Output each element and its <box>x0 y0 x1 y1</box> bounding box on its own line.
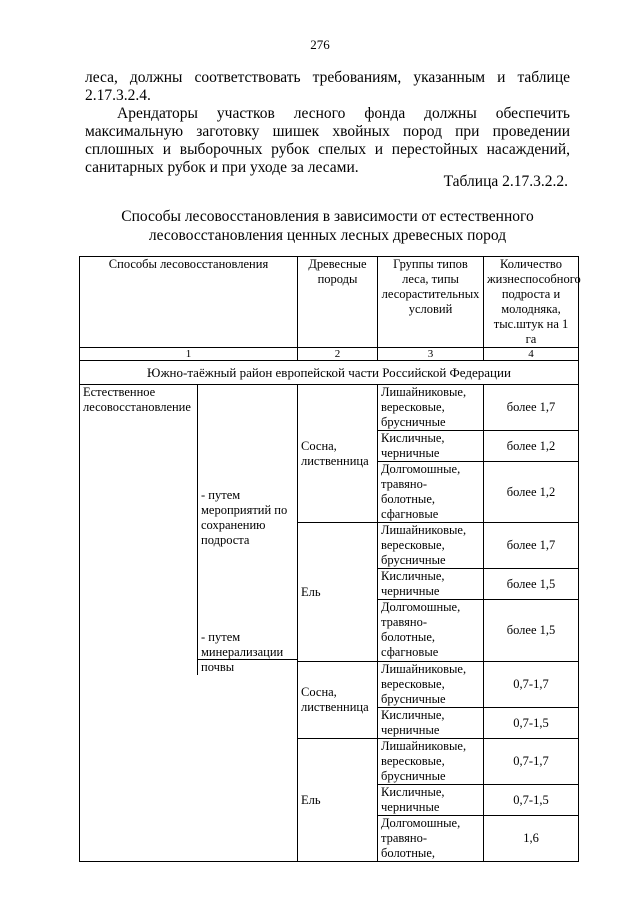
method-sub-preserve <box>198 385 297 660</box>
caption-line: лесовосстановления ценных лесных древесных пород <box>148 227 507 244</box>
paragraph-line: максимальную заготовку шишек хвойных пород при проведении <box>85 123 570 140</box>
column-number: 2 <box>298 348 378 361</box>
region-title: Южно-таёжный район европейской части Российской Федерации <box>80 361 579 385</box>
value-cell: более 1,5 <box>484 569 579 600</box>
paragraph-line: 2.17.3.2.4. <box>85 87 151 104</box>
forest-type-cell: Лишайниковые, вересковые, брусничные <box>378 523 484 569</box>
value-cell: 0,7-1,7 <box>484 739 579 785</box>
value-cell: более 1,7 <box>484 523 579 569</box>
header-forest-types: Группы типов леса, типы лесорастительных условий <box>378 257 484 348</box>
forest-type-cell: Кисличные, черничные <box>378 708 484 739</box>
paragraph-line: сплошных и выборочных рубок спелых и перестойных насаждений, <box>85 141 570 158</box>
column-number: 1 <box>80 348 298 361</box>
forest-type-cell: Лишайниковые, вересковые, брусничные <box>378 385 484 431</box>
table-header-row <box>80 257 579 348</box>
column-number: 3 <box>378 348 484 361</box>
header-species: Древесные породы <box>298 257 378 348</box>
species-cell: Сосна, лиственница <box>298 385 378 523</box>
species-cell: Сосна, лиственница <box>298 662 378 739</box>
table-label: Таблица 2.17.3.2.2. <box>443 173 568 190</box>
page-number: 276 <box>310 37 330 52</box>
method-main: Естественное лесовосстановление <box>80 385 198 675</box>
forest-type-cell: Кисличные, черничные <box>378 569 484 600</box>
header-quantity: Количество жизнеспособного подроста и молодняка, тыс.штук на 1 га <box>484 257 579 348</box>
forest-type-cell: Лишайниковые, вересковые, брусничные <box>378 662 484 708</box>
table-row <box>80 385 579 431</box>
paragraph-line: санитарных рубок и при уходе за лесами. <box>85 159 359 176</box>
forest-type-cell: Долгомошные, травяно-болотные, сфагновые <box>378 462 484 523</box>
method-sub-preserve-text: - путем мероприятий по сохранению подроста <box>201 488 288 547</box>
forest-type-cell: Кисличные, черничные <box>378 431 484 462</box>
forest-type-cell: Лишайниковые, вересковые, брусничные <box>378 739 484 785</box>
value-cell: более 1,2 <box>484 462 579 523</box>
forest-type-cell: Кисличные, черничные <box>378 785 484 816</box>
value-cell: 1,6 <box>484 816 579 862</box>
value-cell: 0,7-1,7 <box>484 662 579 708</box>
species-cell: Ель <box>298 739 378 862</box>
species-cell: Ель <box>298 523 378 662</box>
method-sub-mineral-text: - путем минерализации почвы <box>201 630 284 674</box>
value-cell: более 1,5 <box>484 600 579 662</box>
value-cell: 0,7-1,5 <box>484 708 579 739</box>
value-cell: более 1,2 <box>484 431 579 462</box>
caption-line: Способы лесовосстановления в зависимости от естественного <box>121 208 534 225</box>
value-cell: более 1,7 <box>484 385 579 431</box>
reforestation-table <box>79 256 579 862</box>
value-cell: 0,7-1,5 <box>484 785 579 816</box>
method-sub-mineral <box>198 630 297 675</box>
table-caption <box>85 207 570 245</box>
forest-type-cell: Долгомошные, травяно-болотные, сфагновые <box>378 600 484 662</box>
paragraph-line: Арендаторы участков лесного фонда должны обеспечить <box>117 105 570 122</box>
column-numbers-row <box>80 348 579 361</box>
column-number: 4 <box>484 348 579 361</box>
region-row <box>80 361 579 385</box>
header-methods: Способы лесовосстановления <box>80 257 298 348</box>
paragraph-line: леса, должны соответствовать требованиям, указанным и таблице <box>85 69 570 86</box>
forest-type-cell: Долгомошные, травяно-болотные, <box>378 816 484 862</box>
method-cell <box>80 385 298 862</box>
